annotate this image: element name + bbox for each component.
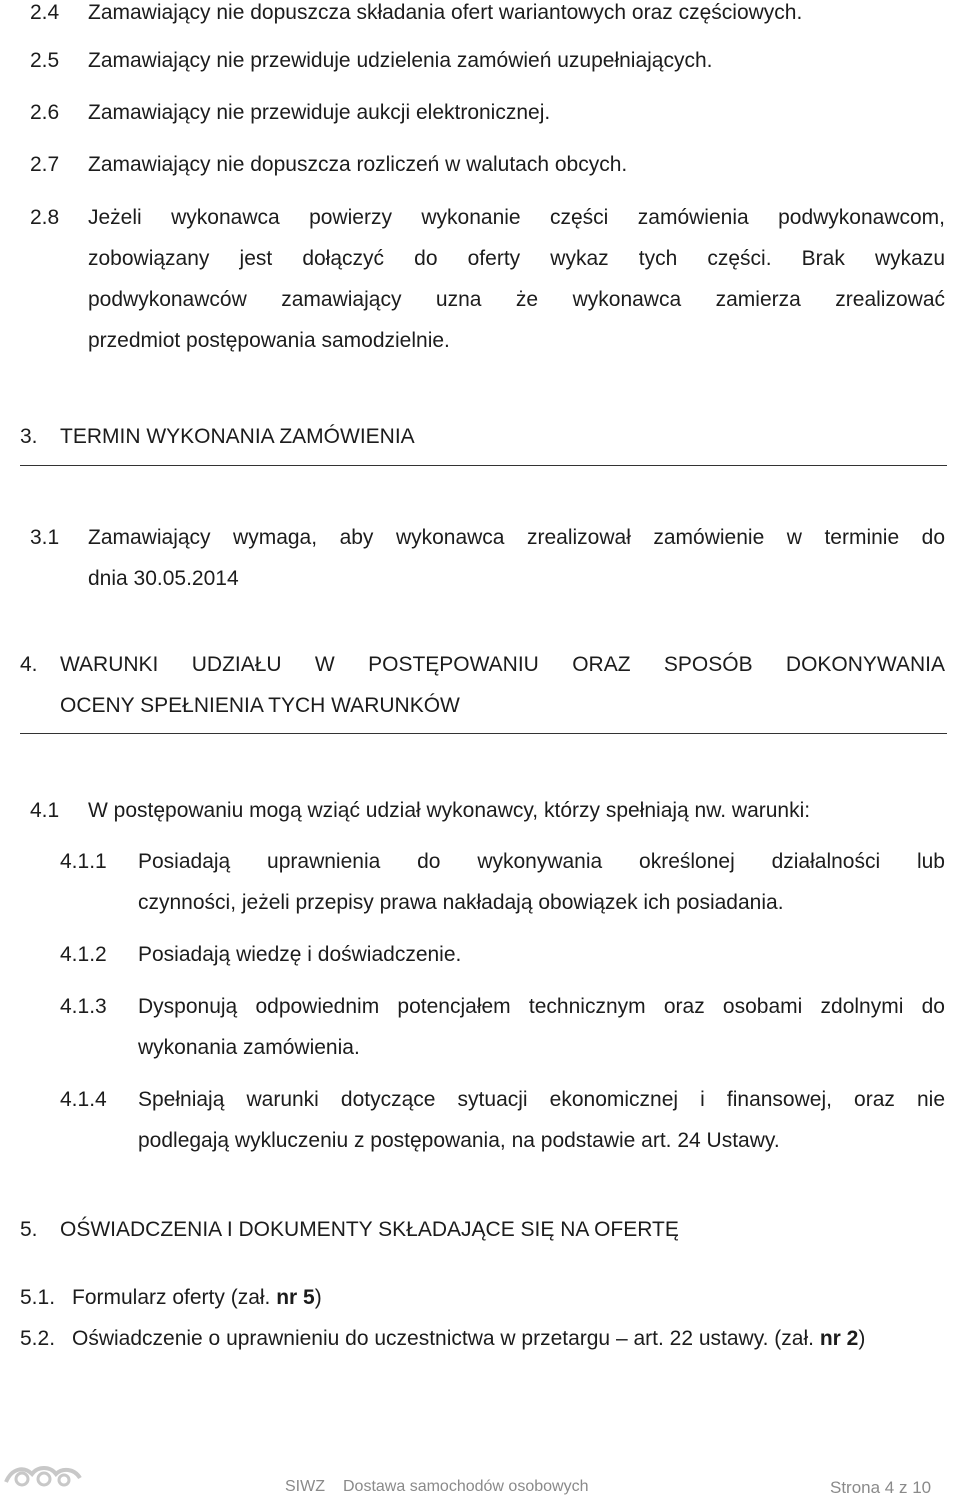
closing-paren: ): [858, 1327, 866, 1350]
text-line: podlegają wykluczeniu z postępowania, na podstawie art. 24 Ustawy.: [138, 1129, 780, 1152]
item-text: Posiadają wiedzę i doświadczenie.: [138, 943, 462, 966]
item-number: 4.1.4: [60, 1088, 107, 1111]
text-line: czynności, jeżeli przepisy prawa nakładają obowiązek ich posiadania.: [138, 891, 784, 914]
section-divider: [20, 733, 947, 734]
text-line: dnia 30.05.2014: [88, 567, 239, 590]
item-number: 4.1.1: [60, 850, 107, 873]
item-number: 5.2.: [20, 1327, 56, 1350]
item-text: [138, 1079, 945, 1161]
text-line: wykonania zamówienia.: [138, 1036, 360, 1059]
item-text: [88, 197, 945, 361]
item-number: 3.1: [30, 526, 60, 549]
attachment-number: nr 2: [819, 1327, 859, 1350]
text-line: Spełniają warunki dotyczące sytuacji ekonomicznej i finansowej, oraz nie: [138, 1088, 945, 1111]
item-number: 2.5: [30, 49, 60, 72]
text-line: podwykonawców zamawiający uzna że wykonawca zamierza zrealizować: [88, 288, 945, 311]
item-number: 4.1.2: [60, 943, 107, 966]
text-line: Jeżeli wykonawca powierzy wykonanie części zamówienia podwykonawcom,: [88, 206, 945, 229]
item-text: Zamawiający nie dopuszcza składania ofert wariantowych oraz częściowych.: [88, 1, 803, 24]
item-text: W postępowaniu mogą wziąć udział wykonawcy, którzy spełniają nw. warunki:: [88, 799, 811, 822]
text-line: Posiadają uprawnienia do wykonywania określonej działalności lub: [138, 850, 945, 873]
footer-page-number: Strona 4 z 10: [830, 1478, 932, 1497]
text-line: Dysponują odpowiednim potencjałem technicznym oraz osobami zdolnymi do: [138, 995, 945, 1018]
item-number: 2.6: [30, 101, 60, 124]
item-number: 4.1.3: [60, 995, 107, 1018]
item-text: [138, 841, 945, 923]
section-title: TERMIN WYKONANIA ZAMÓWIENIA: [60, 425, 415, 448]
item-text: [72, 1277, 960, 1318]
item-text: Zamawiający nie przewiduje aukcji elektronicznej.: [88, 101, 551, 124]
text-line: WARUNKI UDZIAŁU W POSTĘPOWANIU ORAZ SPOSÓB DOKONYWANIA: [60, 653, 945, 676]
item-number: 2.7: [30, 153, 60, 176]
item-number: 2.8: [30, 206, 60, 229]
footer-doc-type: SIWZ: [285, 1478, 325, 1495]
attachment-number: nr 5: [276, 1286, 315, 1309]
section-number: 4.: [20, 653, 38, 676]
section-divider: [20, 465, 947, 466]
item-text: Zamawiający nie dopuszcza rozliczeń w walutach obcych.: [88, 153, 628, 176]
text-line: przedmiot postępowania samodzielnie.: [88, 329, 450, 352]
company-logo-icon: [2, 1462, 82, 1488]
section-title: OŚWIADCZENIA I DOKUMENTY SKŁADAJĄCE SIĘ NA OFERTĘ: [60, 1218, 679, 1241]
item-number: 4.1: [30, 799, 60, 822]
text-line: Zamawiający wymaga, aby wykonawca zrealizował zamówienie w terminie do: [88, 526, 945, 549]
item-number: 5.1.: [20, 1286, 56, 1309]
item-text: [138, 986, 945, 1068]
item-text: Zamawiający nie przewiduje udzielenia zamówień uzupełniających.: [88, 49, 713, 72]
footer-title: Dostawa samochodów osobowych: [343, 1478, 589, 1495]
item-text-main: Formularz oferty (zał.: [72, 1286, 277, 1309]
section-number: 3.: [20, 425, 38, 448]
page-footer: [0, 1468, 960, 1500]
item-text: [88, 517, 945, 599]
closing-paren: ): [314, 1286, 322, 1309]
section-number: 5.: [20, 1218, 38, 1241]
item-text-main: Oświadczenie o uprawnieniu do uczestnictwa w przetargu – art. 22 ustawy. (zał.: [72, 1327, 820, 1350]
text-line: zobowiązany jest dołączyć do oferty wykaz tych części. Brak wykazu: [88, 247, 945, 270]
text-line: OCENY SPEŁNIENIA TYCH WARUNKÓW: [60, 694, 460, 717]
item-text: [72, 1318, 960, 1359]
item-number: 2.4: [30, 1, 60, 24]
section-title: [60, 644, 945, 726]
